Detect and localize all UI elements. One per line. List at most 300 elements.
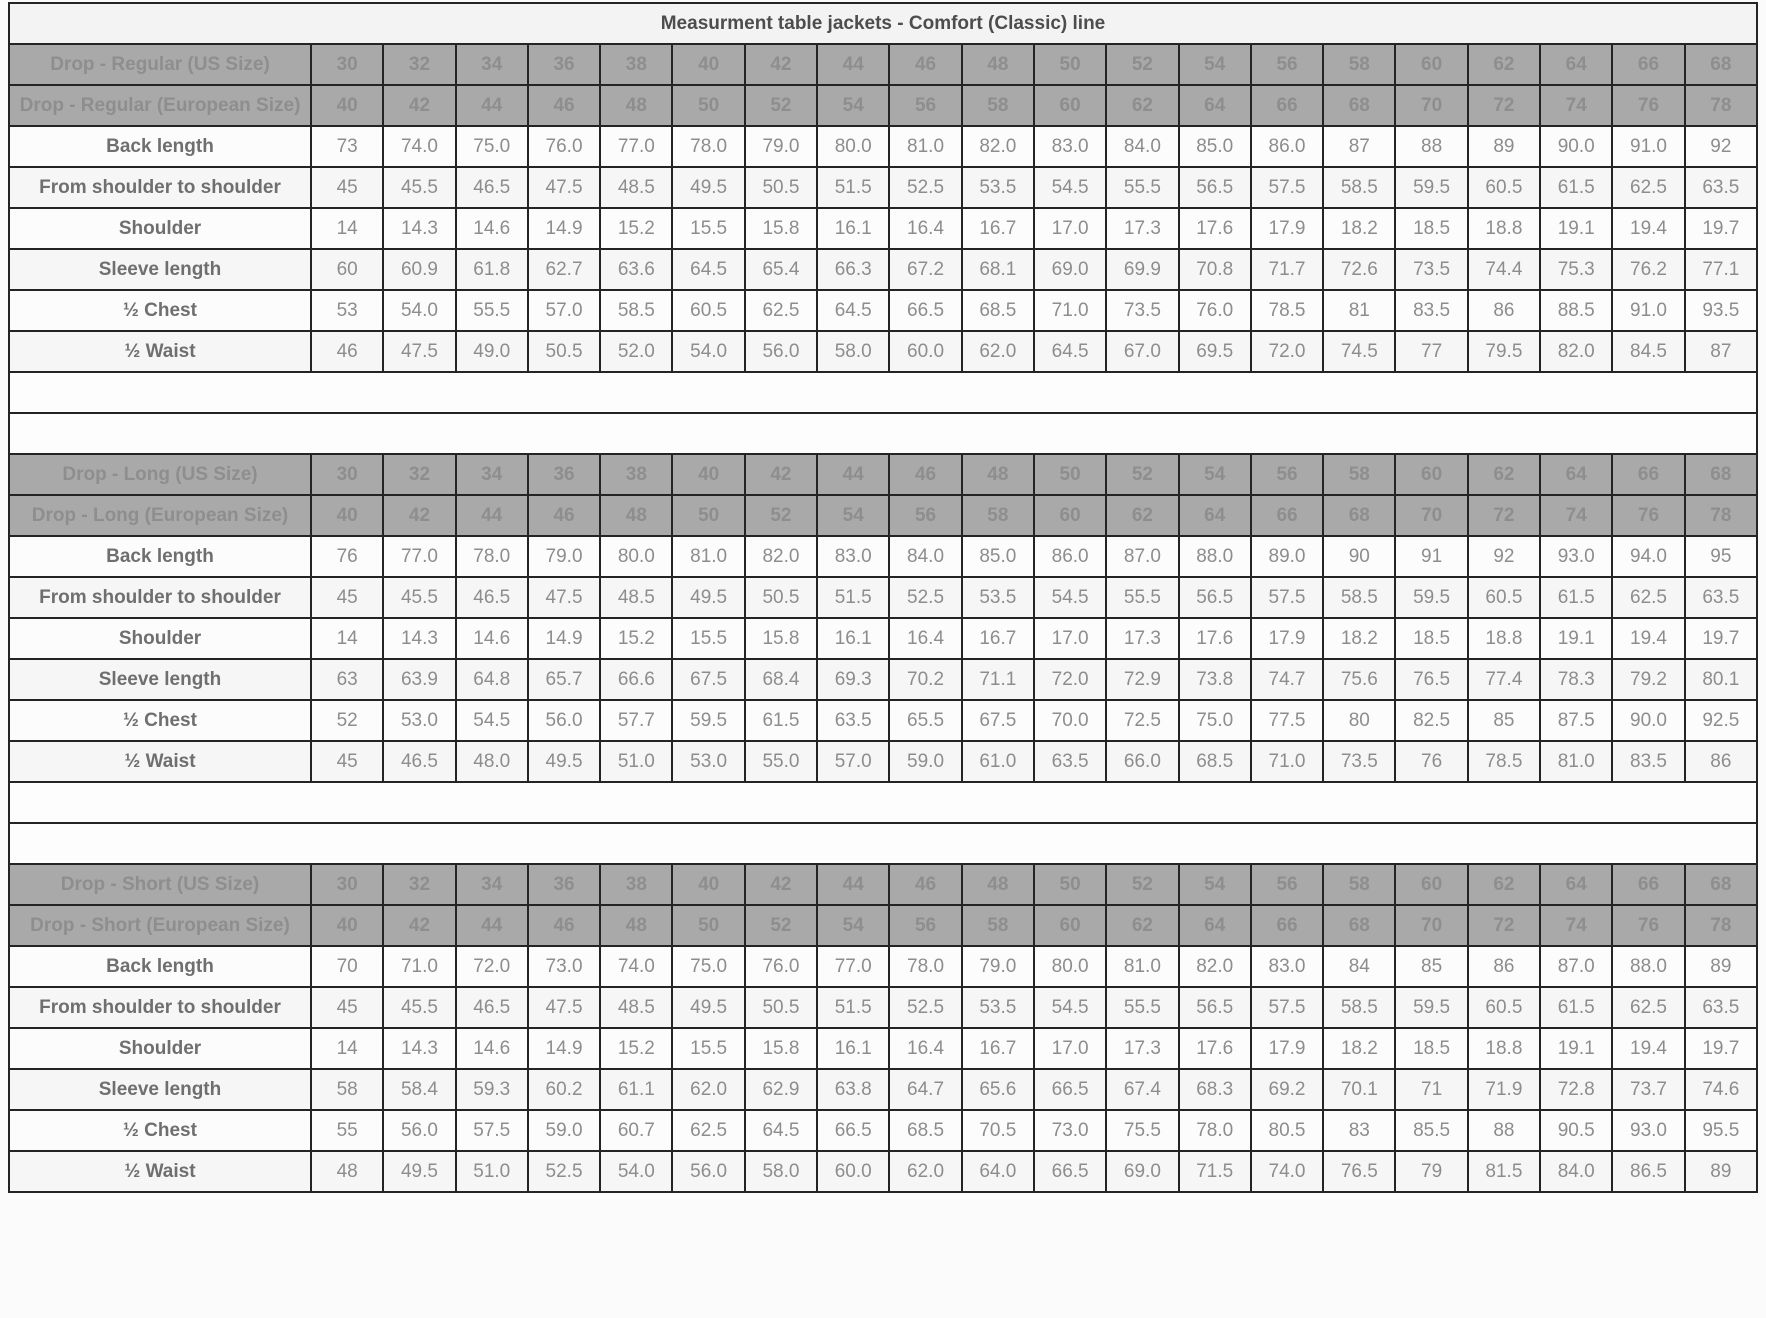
measurement-value: 59.5 [1395, 167, 1467, 208]
measurement-value: 58.0 [817, 331, 889, 372]
size-header-cell: 50 [1034, 864, 1106, 905]
measurement-value: 88 [1395, 126, 1467, 167]
size-header-cell: 38 [600, 864, 672, 905]
size-header-cell: 60 [1395, 454, 1467, 495]
section-gap-cell [9, 782, 1757, 823]
size-header-cell: 40 [311, 495, 383, 536]
measurement-value: 15.5 [672, 1028, 744, 1069]
measurement-value: 17.0 [1034, 618, 1106, 659]
measurement-value: 83.5 [1612, 741, 1684, 782]
size-header-cell: 64 [1179, 85, 1251, 126]
size-header-cell: 42 [383, 85, 455, 126]
measurement-value: 90.0 [1612, 700, 1684, 741]
size-header-cell: 74 [1540, 495, 1612, 536]
measurement-value: 78.3 [1540, 659, 1612, 700]
measurement-value: 60.0 [817, 1151, 889, 1192]
measurement-value: 61.0 [962, 741, 1034, 782]
measurement-value: 78.0 [456, 536, 528, 577]
measurement-value: 55.5 [1106, 577, 1178, 618]
measurement-value: 90 [1323, 536, 1395, 577]
measurement-value: 57.0 [817, 741, 889, 782]
measurement-value: 77.0 [383, 536, 455, 577]
measurement-value: 58.5 [1323, 987, 1395, 1028]
measurement-value: 57.5 [1251, 167, 1323, 208]
measurement-value: 46.5 [456, 987, 528, 1028]
measurement-value: 69.3 [817, 659, 889, 700]
measurement-value: 14.9 [528, 1028, 600, 1069]
measurement-value: 47.5 [383, 331, 455, 372]
size-header-cell: 44 [817, 864, 889, 905]
size-header-cell: 66 [1612, 454, 1684, 495]
measurement-value: 17.6 [1179, 1028, 1251, 1069]
measurement-label: Shoulder [9, 618, 311, 659]
measurement-value: 62.9 [745, 1069, 817, 1110]
size-header-cell: 54 [817, 85, 889, 126]
measurement-value: 76.0 [1179, 290, 1251, 331]
measurement-value: 59.5 [672, 700, 744, 741]
measurement-value: 65.7 [528, 659, 600, 700]
size-header-cell: 36 [528, 44, 600, 85]
measurement-value: 16.7 [962, 208, 1034, 249]
measurement-value: 77 [1395, 331, 1467, 372]
measurement-value: 18.2 [1323, 1028, 1395, 1069]
measurement-value: 70.1 [1323, 1069, 1395, 1110]
measurement-label: Back length [9, 946, 311, 987]
size-header-cell: 62 [1106, 85, 1178, 126]
measurement-value: 79 [1395, 1151, 1467, 1192]
measurement-value: 18.2 [1323, 618, 1395, 659]
measurement-value: 49.5 [528, 741, 600, 782]
size-header-cell: 56 [889, 495, 961, 536]
measurement-value: 19.4 [1612, 618, 1684, 659]
size-header-cell: 58 [1323, 454, 1395, 495]
size-header-cell: 58 [962, 85, 1034, 126]
measurement-value: 86 [1468, 946, 1540, 987]
measurement-value: 56.5 [1179, 987, 1251, 1028]
measurement-value: 57.0 [528, 290, 600, 331]
measurement-row [9, 249, 1757, 290]
measurement-value: 89 [1685, 1151, 1757, 1192]
size-header-cell: 46 [889, 864, 961, 905]
size-header-cell: 50 [1034, 44, 1106, 85]
measurement-value: 62.5 [1612, 987, 1684, 1028]
size-header-cell: 36 [528, 454, 600, 495]
section-gap-cell [9, 823, 1757, 864]
size-header-cell: 58 [962, 495, 1034, 536]
size-header-cell: 66 [1251, 495, 1323, 536]
measurement-value: 14.9 [528, 208, 600, 249]
measurement-value: 79.0 [745, 126, 817, 167]
measurement-value: 19.1 [1540, 208, 1612, 249]
measurement-value: 18.2 [1323, 208, 1395, 249]
size-header-cell: 36 [528, 864, 600, 905]
measurement-value: 62.5 [745, 290, 817, 331]
size-header-cell: 60 [1395, 44, 1467, 85]
measurement-value: 50.5 [745, 987, 817, 1028]
size-header-cell: 38 [600, 454, 672, 495]
us-size-header-row [9, 454, 1757, 495]
measurement-value: 68.5 [1179, 741, 1251, 782]
measurement-value: 64.7 [889, 1069, 961, 1110]
measurement-value: 64.8 [456, 659, 528, 700]
measurement-value: 71.7 [1251, 249, 1323, 290]
measurement-value: 17.3 [1106, 1028, 1178, 1069]
size-header-cell: 62 [1468, 864, 1540, 905]
measurement-value: 18.5 [1395, 1028, 1467, 1069]
measurement-value: 48.0 [456, 741, 528, 782]
measurement-row [9, 1110, 1757, 1151]
size-header-cell: 30 [311, 454, 383, 495]
measurement-value: 60.5 [1468, 577, 1540, 618]
measurement-value: 17.9 [1251, 208, 1323, 249]
measurement-value: 56.0 [383, 1110, 455, 1151]
measurement-value: 91.0 [1612, 290, 1684, 331]
size-header-cell: 56 [1251, 44, 1323, 85]
measurement-value: 71.1 [962, 659, 1034, 700]
measurement-value: 92.5 [1685, 700, 1757, 741]
measurement-value: 74.7 [1251, 659, 1323, 700]
measurement-value: 87.0 [1106, 536, 1178, 577]
measurement-value: 72.0 [456, 946, 528, 987]
measurement-value: 18.8 [1468, 618, 1540, 659]
size-header-label: Drop - Regular (European Size) [9, 85, 311, 126]
measurement-value: 73.7 [1612, 1069, 1684, 1110]
measurement-label: Sleeve length [9, 1069, 311, 1110]
size-header-cell: 52 [745, 495, 817, 536]
measurement-value: 73.5 [1323, 741, 1395, 782]
measurement-value: 64.5 [817, 290, 889, 331]
measurement-value: 52.5 [528, 1151, 600, 1192]
measurement-value: 82.0 [962, 126, 1034, 167]
measurement-value: 85 [1468, 700, 1540, 741]
measurement-value: 19.4 [1612, 208, 1684, 249]
measurement-value: 19.4 [1612, 1028, 1684, 1069]
measurement-value: 80.5 [1251, 1110, 1323, 1151]
measurement-value: 71.5 [1179, 1151, 1251, 1192]
size-header-cell: 42 [745, 454, 817, 495]
measurement-value: 57.5 [1251, 987, 1323, 1028]
size-header-cell: 72 [1468, 85, 1540, 126]
measurement-row [9, 741, 1757, 782]
measurement-value: 55.5 [1106, 987, 1178, 1028]
measurement-value: 88.0 [1612, 946, 1684, 987]
measurement-value: 85.0 [962, 536, 1034, 577]
measurement-value: 76 [311, 536, 383, 577]
measurement-value: 61.5 [1540, 167, 1612, 208]
size-header-cell: 68 [1323, 905, 1395, 946]
size-header-cell: 40 [311, 905, 383, 946]
measurement-row [9, 331, 1757, 372]
measurement-value: 15.2 [600, 618, 672, 659]
measurement-value: 16.4 [889, 618, 961, 659]
size-header-cell: 48 [962, 44, 1034, 85]
measurement-value: 75.5 [1106, 1110, 1178, 1151]
measurement-value: 68.5 [962, 290, 1034, 331]
measurement-value: 60.5 [1468, 987, 1540, 1028]
section-gap-row [9, 823, 1757, 864]
measurement-value: 16.1 [817, 208, 889, 249]
size-header-cell: 56 [889, 85, 961, 126]
measurement-label: From shoulder to shoulder [9, 577, 311, 618]
size-header-cell: 52 [1106, 454, 1178, 495]
measurement-value: 89.0 [1251, 536, 1323, 577]
measurement-value: 74.6 [1685, 1069, 1757, 1110]
measurement-value: 47.5 [528, 987, 600, 1028]
size-header-cell: 58 [962, 905, 1034, 946]
size-header-cell: 70 [1395, 495, 1467, 536]
size-header-cell: 54 [1179, 864, 1251, 905]
size-header-cell: 60 [1034, 495, 1106, 536]
measurement-value: 65.5 [889, 700, 961, 741]
measurement-value: 68.1 [962, 249, 1034, 290]
size-header-cell: 50 [672, 85, 744, 126]
size-header-cell: 62 [1106, 495, 1178, 536]
measurement-value: 46 [311, 331, 383, 372]
measurement-value: 65.4 [745, 249, 817, 290]
measurement-value: 84.5 [1612, 331, 1684, 372]
measurement-value: 79.5 [1468, 331, 1540, 372]
measurement-value: 48 [311, 1151, 383, 1192]
size-header-cell: 74 [1540, 905, 1612, 946]
measurement-value: 15.8 [745, 208, 817, 249]
size-header-cell: 70 [1395, 905, 1467, 946]
size-header-cell: 34 [456, 864, 528, 905]
measurement-value: 16.4 [889, 1028, 961, 1069]
measurement-value: 76.0 [528, 126, 600, 167]
measurement-value: 52.5 [889, 987, 961, 1028]
measurement-value: 70.0 [1034, 700, 1106, 741]
measurement-value: 45.5 [383, 987, 455, 1028]
page-title: Measurment table jackets - Comfort (Classic) line [9, 3, 1757, 44]
measurement-value: 14.3 [383, 208, 455, 249]
measurement-value: 68.5 [889, 1110, 961, 1151]
measurement-value: 73.0 [1034, 1110, 1106, 1151]
measurement-value: 81.0 [1106, 946, 1178, 987]
size-header-cell: 50 [672, 905, 744, 946]
measurement-value: 45 [311, 987, 383, 1028]
measurement-value: 88.5 [1540, 290, 1612, 331]
measurement-value: 69.9 [1106, 249, 1178, 290]
measurement-value: 14 [311, 208, 383, 249]
size-header-cell: 66 [1251, 905, 1323, 946]
measurement-value: 61.5 [1540, 577, 1612, 618]
size-header-cell: 48 [962, 454, 1034, 495]
measurement-value: 14.3 [383, 618, 455, 659]
measurement-label: Back length [9, 126, 311, 167]
size-header-cell: 46 [889, 44, 961, 85]
measurement-row [9, 1151, 1757, 1192]
size-header-label: Drop - Long (European Size) [9, 495, 311, 536]
measurement-value: 54.5 [1034, 167, 1106, 208]
measurement-value: 75.0 [672, 946, 744, 987]
measurement-value: 70.8 [1179, 249, 1251, 290]
measurement-value: 89 [1685, 946, 1757, 987]
measurement-value: 16.1 [817, 618, 889, 659]
measurement-value: 67.5 [962, 700, 1034, 741]
measurement-value: 56.5 [1179, 167, 1251, 208]
measurement-value: 87 [1685, 331, 1757, 372]
measurement-value: 91 [1395, 536, 1467, 577]
size-header-cell: 38 [600, 44, 672, 85]
measurement-value: 75.0 [1179, 700, 1251, 741]
us-size-header-row [9, 44, 1757, 85]
measurement-value: 71.0 [383, 946, 455, 987]
measurement-value: 51.5 [817, 577, 889, 618]
measurement-value: 50.5 [745, 167, 817, 208]
measurement-row [9, 946, 1757, 987]
measurement-value: 60 [311, 249, 383, 290]
measurement-value: 84.0 [1540, 1151, 1612, 1192]
measurement-value: 15.5 [672, 208, 744, 249]
size-header-cell: 76 [1612, 85, 1684, 126]
measurement-value: 81.0 [1540, 741, 1612, 782]
measurement-value: 14 [311, 1028, 383, 1069]
size-header-cell: 62 [1468, 454, 1540, 495]
measurement-value: 46.5 [383, 741, 455, 782]
measurement-value: 86.0 [1251, 126, 1323, 167]
measurement-value: 62.5 [1612, 167, 1684, 208]
measurement-value: 51.5 [817, 987, 889, 1028]
measurement-value: 58.0 [745, 1151, 817, 1192]
measurement-value: 14 [311, 618, 383, 659]
measurement-value: 64.0 [962, 1151, 1034, 1192]
measurement-value: 92 [1685, 126, 1757, 167]
measurement-value: 59.0 [528, 1110, 600, 1151]
measurement-value: 51.0 [600, 741, 672, 782]
size-header-cell: 46 [528, 905, 600, 946]
size-header-cell: 48 [600, 85, 672, 126]
size-header-cell: 30 [311, 864, 383, 905]
measurement-value: 84.0 [889, 536, 961, 577]
measurement-value: 79.0 [528, 536, 600, 577]
measurement-value: 95.5 [1685, 1110, 1757, 1151]
measurement-value: 80.1 [1685, 659, 1757, 700]
measurement-value: 76.2 [1612, 249, 1684, 290]
measurement-value: 53 [311, 290, 383, 331]
size-header-cell: 78 [1685, 495, 1757, 536]
measurement-row [9, 126, 1757, 167]
measurement-value: 74.0 [383, 126, 455, 167]
measurement-value: 84.0 [1106, 126, 1178, 167]
measurement-value: 14.6 [456, 208, 528, 249]
measurement-row [9, 1028, 1757, 1069]
measurement-label: ½ Waist [9, 331, 311, 372]
measurement-value: 90.5 [1540, 1110, 1612, 1151]
measurement-value: 16.4 [889, 208, 961, 249]
size-header-cell: 42 [745, 44, 817, 85]
size-header-cell: 72 [1468, 905, 1540, 946]
size-header-label: Drop - Short (European Size) [9, 905, 311, 946]
measurement-value: 83.0 [1251, 946, 1323, 987]
size-header-cell: 52 [745, 85, 817, 126]
size-header-cell: 70 [1395, 85, 1467, 126]
measurement-value: 59.3 [456, 1069, 528, 1110]
measurement-value: 45.5 [383, 577, 455, 618]
measurement-value: 53.0 [383, 700, 455, 741]
measurement-value: 73.5 [1106, 290, 1178, 331]
size-header-cell: 68 [1323, 495, 1395, 536]
measurement-value: 92 [1468, 536, 1540, 577]
size-header-cell: 72 [1468, 495, 1540, 536]
measurement-value: 49.0 [456, 331, 528, 372]
measurement-value: 73 [311, 126, 383, 167]
title-row [9, 3, 1757, 44]
measurement-value: 72.6 [1323, 249, 1395, 290]
measurement-value: 71.0 [1034, 290, 1106, 331]
measurement-value: 72.5 [1106, 700, 1178, 741]
measurement-value: 77.4 [1468, 659, 1540, 700]
measurement-value: 58.4 [383, 1069, 455, 1110]
measurement-value: 14.9 [528, 618, 600, 659]
measurement-value: 60.5 [672, 290, 744, 331]
measurement-value: 78.5 [1468, 741, 1540, 782]
size-header-cell: 68 [1685, 454, 1757, 495]
size-header-cell: 42 [383, 905, 455, 946]
size-header-cell: 54 [817, 905, 889, 946]
measurement-value: 94.0 [1612, 536, 1684, 577]
measurement-value: 64.5 [1034, 331, 1106, 372]
size-header-cell: 30 [311, 44, 383, 85]
measurement-value: 61.5 [745, 700, 817, 741]
measurement-value: 56.0 [745, 331, 817, 372]
measurement-row [9, 700, 1757, 741]
eu-size-header-row [9, 495, 1757, 536]
measurement-value: 82.0 [1540, 331, 1612, 372]
measurement-value: 50.5 [745, 577, 817, 618]
size-header-cell: 40 [672, 44, 744, 85]
measurement-value: 70.2 [889, 659, 961, 700]
measurement-value: 66.5 [1034, 1069, 1106, 1110]
measurement-value: 46.5 [456, 167, 528, 208]
measurement-value: 90.0 [1540, 126, 1612, 167]
measurement-label: Back length [9, 536, 311, 577]
measurement-value: 59.5 [1395, 987, 1467, 1028]
measurement-value: 53.5 [962, 987, 1034, 1028]
measurement-value: 63 [311, 659, 383, 700]
measurement-value: 74.0 [600, 946, 672, 987]
section-gap-row [9, 782, 1757, 823]
size-header-cell: 64 [1179, 905, 1251, 946]
section-gap-row [9, 413, 1757, 454]
measurement-value: 93.5 [1685, 290, 1757, 331]
measurement-value: 81 [1323, 290, 1395, 331]
measurement-value: 82.5 [1395, 700, 1467, 741]
size-header-cell: 60 [1395, 864, 1467, 905]
size-header-cell: 68 [1685, 44, 1757, 85]
measurement-value: 86 [1468, 290, 1540, 331]
size-header-cell: 78 [1685, 905, 1757, 946]
measurement-value: 54.5 [1034, 987, 1106, 1028]
measurement-value: 62.5 [1612, 577, 1684, 618]
measurement-value: 95 [1685, 536, 1757, 577]
measurement-label: From shoulder to shoulder [9, 167, 311, 208]
measurement-value: 19.7 [1685, 1028, 1757, 1069]
size-header-cell: 68 [1685, 864, 1757, 905]
size-header-cell: 66 [1612, 44, 1684, 85]
measurement-value: 59.0 [889, 741, 961, 782]
size-header-cell: 68 [1323, 85, 1395, 126]
measurement-value: 52 [311, 700, 383, 741]
measurement-value: 63.5 [1685, 987, 1757, 1028]
measurement-value: 14.6 [456, 1028, 528, 1069]
measurement-row [9, 577, 1757, 618]
size-header-cell: 56 [889, 905, 961, 946]
measurement-value: 66.5 [1034, 1151, 1106, 1192]
measurement-value: 14.6 [456, 618, 528, 659]
measurement-value: 57.7 [600, 700, 672, 741]
measurement-value: 17.0 [1034, 208, 1106, 249]
measurement-value: 58.5 [1323, 167, 1395, 208]
